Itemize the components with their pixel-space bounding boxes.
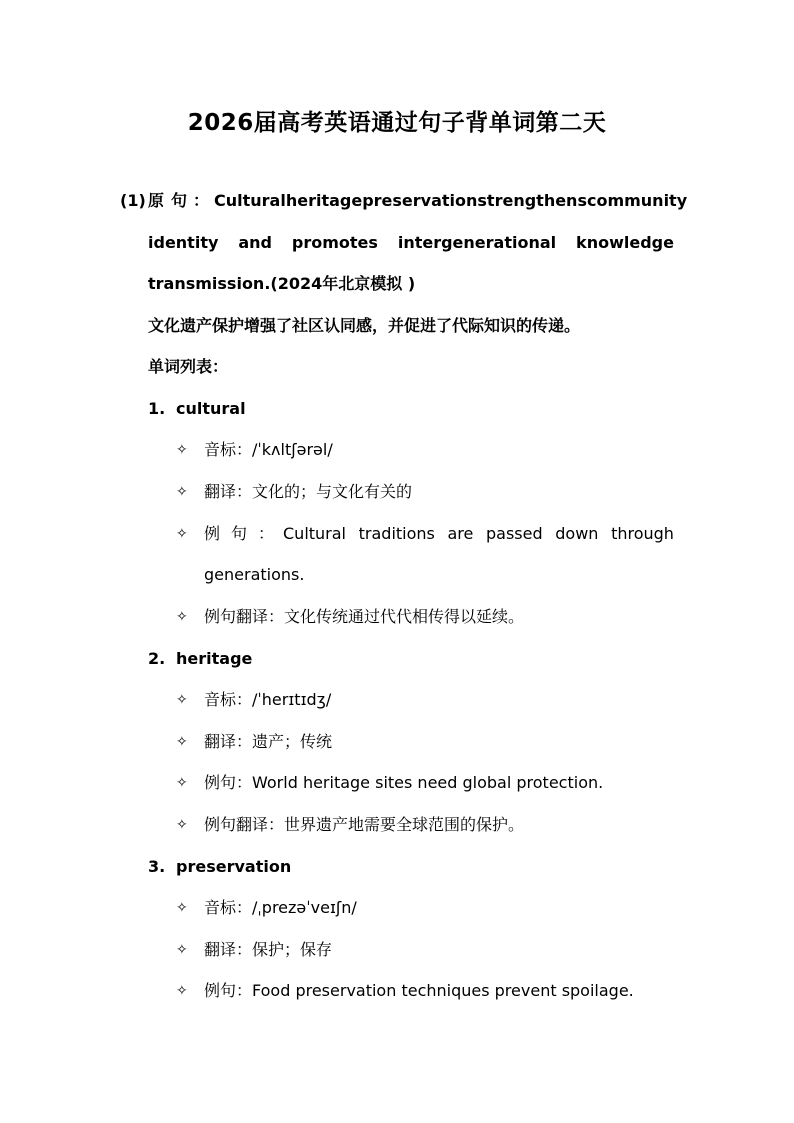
bullet-icon: ✧ bbox=[176, 817, 188, 833]
word-meaning: 翻译：遗产；传统 bbox=[204, 732, 333, 751]
bullet-icon: ✧ bbox=[176, 526, 188, 542]
sentence-translation: 文化遗产保护增强了社区认同感，并促进了代际知识的传递。 bbox=[148, 316, 581, 335]
sentence-word: heritage bbox=[285, 191, 363, 210]
sentence-word: Cultural bbox=[214, 191, 286, 210]
word-phonetic: 音标：/ˈherɪtɪdʒ/ bbox=[204, 690, 332, 709]
sentence-word: promotes bbox=[291, 233, 378, 252]
item-number: (1) bbox=[120, 191, 146, 210]
example-word: traditions bbox=[358, 524, 435, 543]
bullet-icon: ✧ bbox=[176, 942, 188, 958]
sentence-line-1 bbox=[214, 191, 688, 211]
sentence-word: and bbox=[238, 233, 272, 252]
label-char: 句 bbox=[171, 191, 188, 210]
word-phonetic: 音标：/ˈkʌltʃərəl/ bbox=[204, 440, 333, 459]
bullet-icon: ✧ bbox=[176, 900, 188, 916]
example-word: through bbox=[611, 524, 674, 543]
example-word: Cultural bbox=[283, 524, 346, 543]
bullet-icon: ✧ bbox=[176, 734, 188, 750]
sentence-word: preservation bbox=[362, 191, 478, 210]
word-meaning: 翻译：保护；保存 bbox=[204, 940, 333, 959]
word-list-label: 单词列表： bbox=[148, 357, 229, 376]
bullet-icon: ✧ bbox=[176, 484, 188, 500]
bullet-icon: ✧ bbox=[176, 692, 188, 708]
example-word: passed bbox=[486, 524, 543, 543]
word-title: cultural bbox=[176, 399, 246, 418]
word-number: 1. bbox=[148, 399, 166, 418]
bullet-icon: ✧ bbox=[176, 609, 188, 625]
sentence-word: intergenerational bbox=[397, 233, 557, 252]
word-title: preservation bbox=[176, 857, 292, 876]
word-title: heritage bbox=[176, 649, 253, 668]
sentence-word: identity bbox=[148, 233, 219, 252]
word-example: 例句：World heritage sites need global protection. bbox=[204, 773, 604, 792]
bullet-icon: ✧ bbox=[176, 442, 188, 458]
example-translation: 例句翻译：文化传统通过代代相传得以延续。 bbox=[204, 607, 525, 626]
example-label-char: 例 bbox=[204, 524, 221, 543]
example-word: are bbox=[447, 524, 474, 543]
word-number: 2. bbox=[148, 649, 166, 668]
example-label-char: 句 bbox=[231, 524, 248, 543]
example-translation: 例句翻译：世界遗产地需要全球范围的保护。 bbox=[204, 815, 525, 834]
word-phonetic: 音标：/ˌprezəˈveɪʃn/ bbox=[204, 898, 357, 917]
sentence-word: community bbox=[586, 191, 688, 210]
page-title: 2026届高考英语通过句子背单词第二天 bbox=[187, 110, 607, 136]
sentence-word: knowledge bbox=[576, 233, 674, 252]
bullet-icon: ✧ bbox=[176, 775, 188, 791]
label-char: ： bbox=[193, 191, 210, 210]
sentence-word: strengthens bbox=[477, 191, 587, 210]
example-word: down bbox=[555, 524, 599, 543]
example-label-char: ： bbox=[258, 524, 275, 543]
word-example: 例句：Food preservation techniques prevent spoilage. bbox=[204, 981, 634, 1000]
word-meaning: 翻译：文化的；与文化有关的 bbox=[204, 482, 413, 501]
example-line-1 bbox=[283, 524, 674, 544]
sentence-line-2 bbox=[148, 233, 674, 253]
word-number: 3. bbox=[148, 857, 166, 876]
example-line-2: generations. bbox=[204, 565, 305, 584]
bullet-icon: ✧ bbox=[176, 983, 188, 999]
sentence-line-3: transmission.(2024年北京模拟 ) bbox=[148, 274, 416, 293]
label-char: 原 bbox=[148, 191, 165, 210]
